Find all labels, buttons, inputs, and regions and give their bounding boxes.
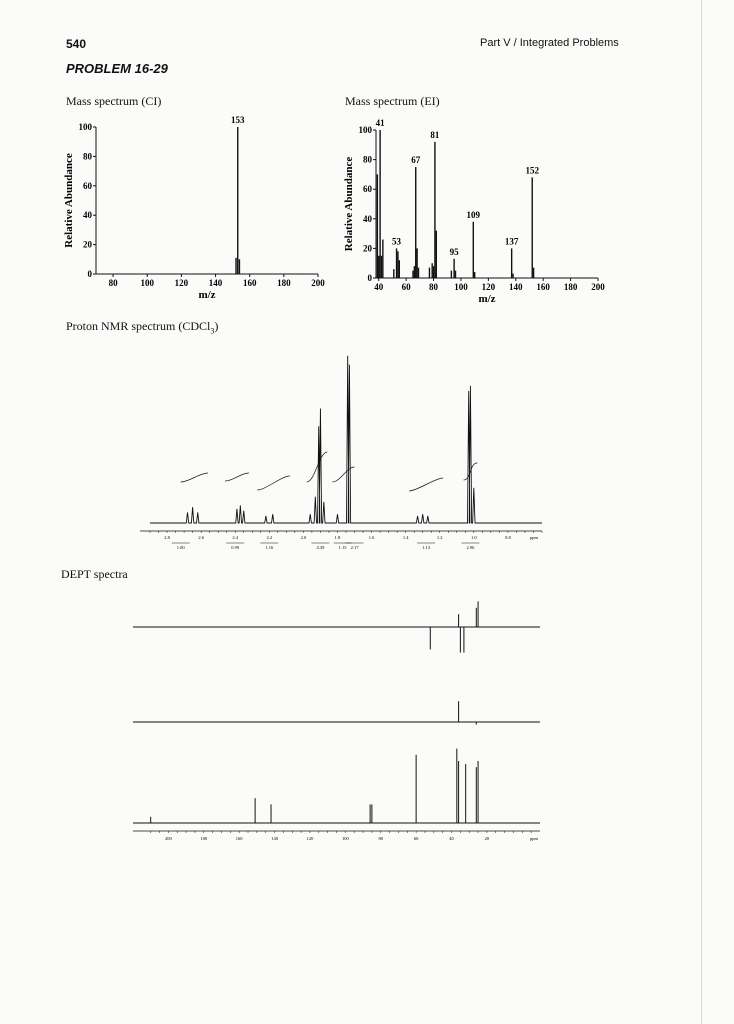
nmr-x-tick-label: 1.0 [471,535,477,540]
nmr-label-close: ) [214,319,219,333]
ms-ei-y-axis-title: Relative Abundance [343,156,355,252]
nmr-x-tick-label: 1.8 [334,535,341,540]
nmr-integral-curve [307,452,327,482]
dept-x-tick-label: ppm [529,836,539,841]
ms-ci-y-tick-label: 100 [78,122,92,132]
ms-ci-x-axis-title: m/z [198,289,216,301]
dept-x-tick-label: 20 [484,836,490,841]
ms-ci-y-tick-label: 0 [87,269,92,279]
ms-ei-x-tick-label: 180 [563,282,578,292]
nmr-integral-curve [225,473,249,481]
page-number: 540 [66,37,87,51]
nmr-x-tick-label: 2.2 [266,535,273,540]
ms-ei-y-tick-label: 20 [363,243,372,254]
ms-ei-y-tick-label: 60 [363,184,372,195]
ms-ci-y-tick-label: 60 [83,180,92,191]
nmr-x-tick-label: 1.4 [402,535,409,540]
nmr-x-tick-label: 2.4 [232,535,239,540]
ms-ei-y-tick-label: 0 [367,273,372,283]
nmr-integral-value: 1.00 [176,545,185,550]
running-head: Part V / Integrated Problems [480,37,619,49]
ms-ei-x-tick-label: 200 [591,282,605,292]
ms-ei-peak-label: 109 [466,209,481,220]
ms-ci-x-tick-label: 160 [242,278,257,288]
ms-ei-y-tick-label: 40 [363,213,372,224]
nmr-integral-curve [332,467,354,482]
nmr-integral-value: 1.13 [422,545,431,550]
nmr-integral-curve [409,478,443,491]
ms-ei-x-tick-label: 140 [509,282,523,292]
ms-ci-label: Mass spectrum (CI) [66,94,162,108]
ms-ei-peak-label: 53 [392,236,402,247]
ms-ei-x-axis-title: m/z [478,293,496,305]
nmr-x-tick-label: 2.6 [198,535,204,540]
ms-ci-x-tick-label: 180 [277,278,291,288]
nmr-x-tick-label: 2.0 [300,535,307,540]
ms-ei-x-tick-label: 60 [401,282,411,292]
ms-ei-x-tick-label: 160 [536,282,550,292]
ms-ci-y-tick-label: 20 [83,239,92,250]
ms-ci-x-tick-label: 200 [311,278,325,288]
nmr-label-text: Proton NMR spectrum (CDCl [66,319,211,333]
nmr-x-tick-label: 2.8 [164,535,170,540]
ms-ei-x-tick-label: 120 [481,282,496,292]
dept-x-tick-label: 60 [413,836,419,841]
nmr-x-tick-label: 0.8 [505,535,511,540]
nmr-integral-value: 4.39 [316,545,325,550]
ms-ei-y-tick-label: 80 [363,154,372,165]
nmr-integral-value: 0.99 [231,545,240,550]
nmr-integral-curve [257,476,289,490]
ms-ci-y-tick-label: 40 [83,210,92,221]
nmr-integral-curve [181,473,208,482]
ms-ei-peak-label: 137 [504,236,519,247]
dept-x-tick-label: 40 [449,836,454,841]
ms-ci-y-tick-label: 80 [83,151,92,162]
dept-x-tick-label: 120 [306,836,314,841]
ms-ci-x-tick-label: 140 [208,278,223,288]
ms-ei-peak-label: 152 [525,165,539,176]
nmr-x-tick-label: 1.6 [368,535,375,540]
ms-ci-x-tick-label: 100 [140,278,154,288]
nmr-integral-curve [464,463,478,480]
dept-x-tick-label: 180 [200,836,208,841]
nmr-x-tick-label: 1.2 [436,535,443,540]
nmr-integral-value: 1.15 [338,545,347,550]
dept-x-tick-label: 100 [341,836,349,841]
ms-ci-x-tick-label: 120 [174,278,189,288]
nmr-integral-value: 2.96 [466,545,475,550]
ms-ei-peak-label: 95 [449,246,459,257]
ms-ei-x-tick-label: 40 [374,282,384,292]
dept-x-tick-label: 80 [378,836,383,841]
nmr-label-subscript: 3 [210,326,215,336]
ms-ei-x-tick-label: 100 [454,282,468,292]
nmr-integral-value: 1.16 [265,545,274,550]
nmr-integral-value: 2.17 [350,545,359,550]
ms-ci-x-tick-label: 80 [108,278,118,288]
problem-title: PROBLEM 16-29 [66,61,168,76]
ms-ei-peak-label: 67 [411,155,421,165]
ms-ci-y-axis-title: Relative Abundance [63,153,75,248]
ms-ei-peak-label: 41 [375,118,385,128]
ms-ei-label: Mass spectrum (EI) [345,94,440,108]
dept-x-tick-label: 140 [271,836,278,841]
dept-x-tick-label: 200 [165,836,172,841]
dept-label: DEPT spectra [61,567,128,581]
ms-ei-peak-label: 81 [430,129,440,140]
ms-ei-x-tick-label: 80 [429,282,439,292]
nmr-trace [150,356,542,523]
dept-x-tick-label: 160 [235,836,243,841]
ms-ci-peak-label: 153 [230,115,245,125]
nmr-x-tick-label: ppm [529,535,539,540]
ms-ei-y-tick-label: 100 [358,125,372,135]
